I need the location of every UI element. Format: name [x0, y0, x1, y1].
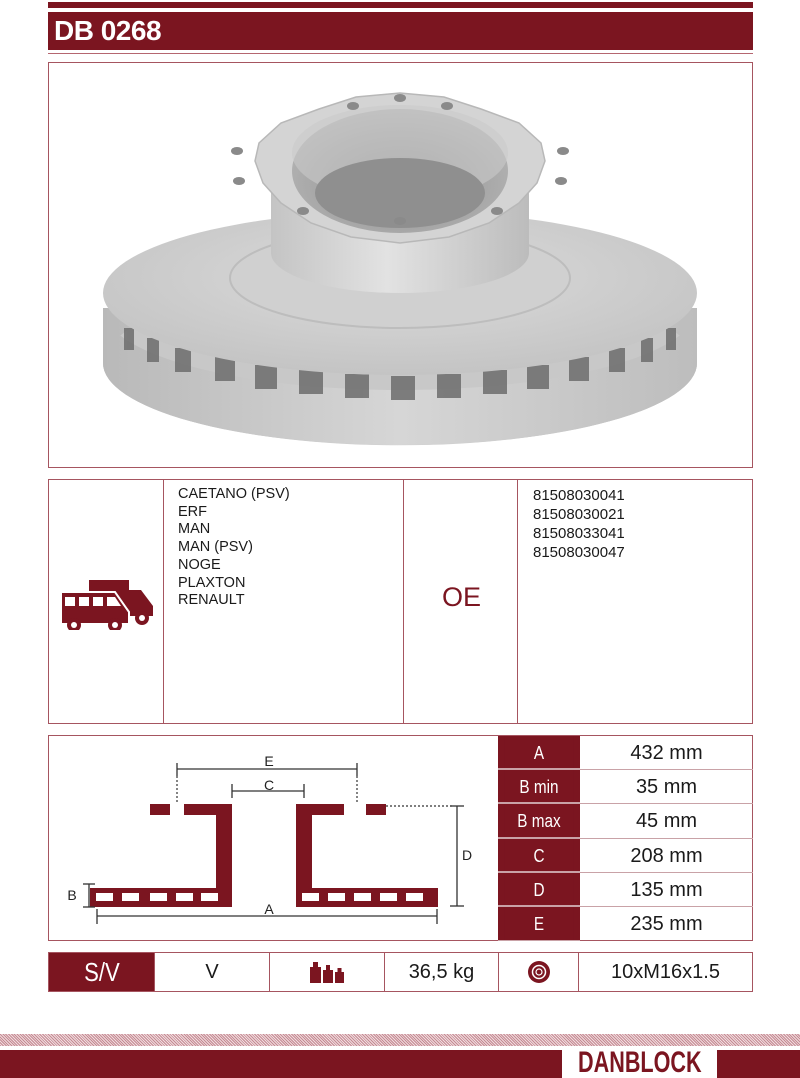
applications-table [48, 479, 753, 724]
dimension-key: C [504, 839, 574, 871]
sv-value: V [155, 953, 270, 991]
make-item: RENAULT [178, 592, 245, 609]
bus-truck-icon [59, 578, 155, 630]
make-item: PLAXTON [178, 574, 246, 591]
oe-numbers-list [533, 486, 625, 562]
dimension-key: B max [504, 804, 574, 836]
dimension-value: 208 mm [630, 844, 703, 867]
dimension-value: 135 mm [630, 878, 703, 901]
dimension-row [498, 907, 753, 941]
vehicle-makes-list [178, 486, 290, 610]
brand-logo [562, 1047, 717, 1078]
dimension-row [498, 839, 753, 873]
sv-label [49, 953, 155, 991]
divider [163, 480, 164, 723]
dimension-row [498, 770, 753, 804]
brand-name: DANBLOCK [577, 1045, 702, 1078]
dimension-row [498, 804, 753, 838]
product-image-frame [48, 62, 753, 468]
dimension-value: 432 mm [630, 742, 703, 764]
make-item: CAETANO (PSV) [178, 486, 290, 502]
dimension-row [498, 736, 753, 770]
label-e: E [264, 753, 274, 769]
oe-number: 81508030047 [533, 544, 625, 561]
bolt-icon-cell [499, 953, 579, 991]
make-item: ERF [178, 503, 207, 520]
dimension-value: 235 mm [630, 912, 703, 935]
label-d: D [461, 847, 473, 863]
dimensions-table [498, 736, 753, 941]
header-top-stripe [48, 2, 753, 8]
product-code-title: DB 0268 [54, 15, 162, 46]
make-item: MAN [178, 521, 211, 538]
dimension-key: A [504, 736, 574, 768]
disc-cross-section-diagram [49, 736, 499, 940]
dimensions-panel [48, 735, 753, 941]
label-c: C [263, 777, 275, 793]
spec-bar [48, 952, 753, 992]
make-item: MAN (PSV) [178, 539, 253, 556]
weights-icon [308, 961, 346, 983]
dimension-value: 35 mm [635, 776, 698, 799]
brake-disc-image [49, 63, 752, 467]
dimension-key: D [504, 873, 574, 905]
oe-label: OE [441, 582, 481, 612]
footer-hatch-stripe [0, 1034, 800, 1046]
disc-holes-icon [527, 960, 551, 984]
dimension-key: B min [504, 770, 574, 802]
bolt-spec-value: 10xM16x1.5 [611, 960, 720, 983]
dimension-row [498, 873, 753, 907]
header-bar [48, 12, 753, 50]
make-item: NOGE [178, 556, 221, 573]
label-b: B [67, 887, 77, 903]
weight-icon-cell [270, 953, 385, 991]
weight-value: 36,5 kg [385, 953, 499, 991]
oe-number: 81508030021 [533, 506, 625, 523]
dimension-value: 45 mm [635, 810, 698, 833]
header-divider [48, 53, 753, 54]
sv-label-text: S/V [83, 956, 120, 987]
oe-number: 81508033041 [533, 525, 625, 542]
dimension-key: E [504, 907, 574, 940]
oe-number: 81508030041 [533, 487, 625, 504]
label-a: A [264, 901, 274, 917]
